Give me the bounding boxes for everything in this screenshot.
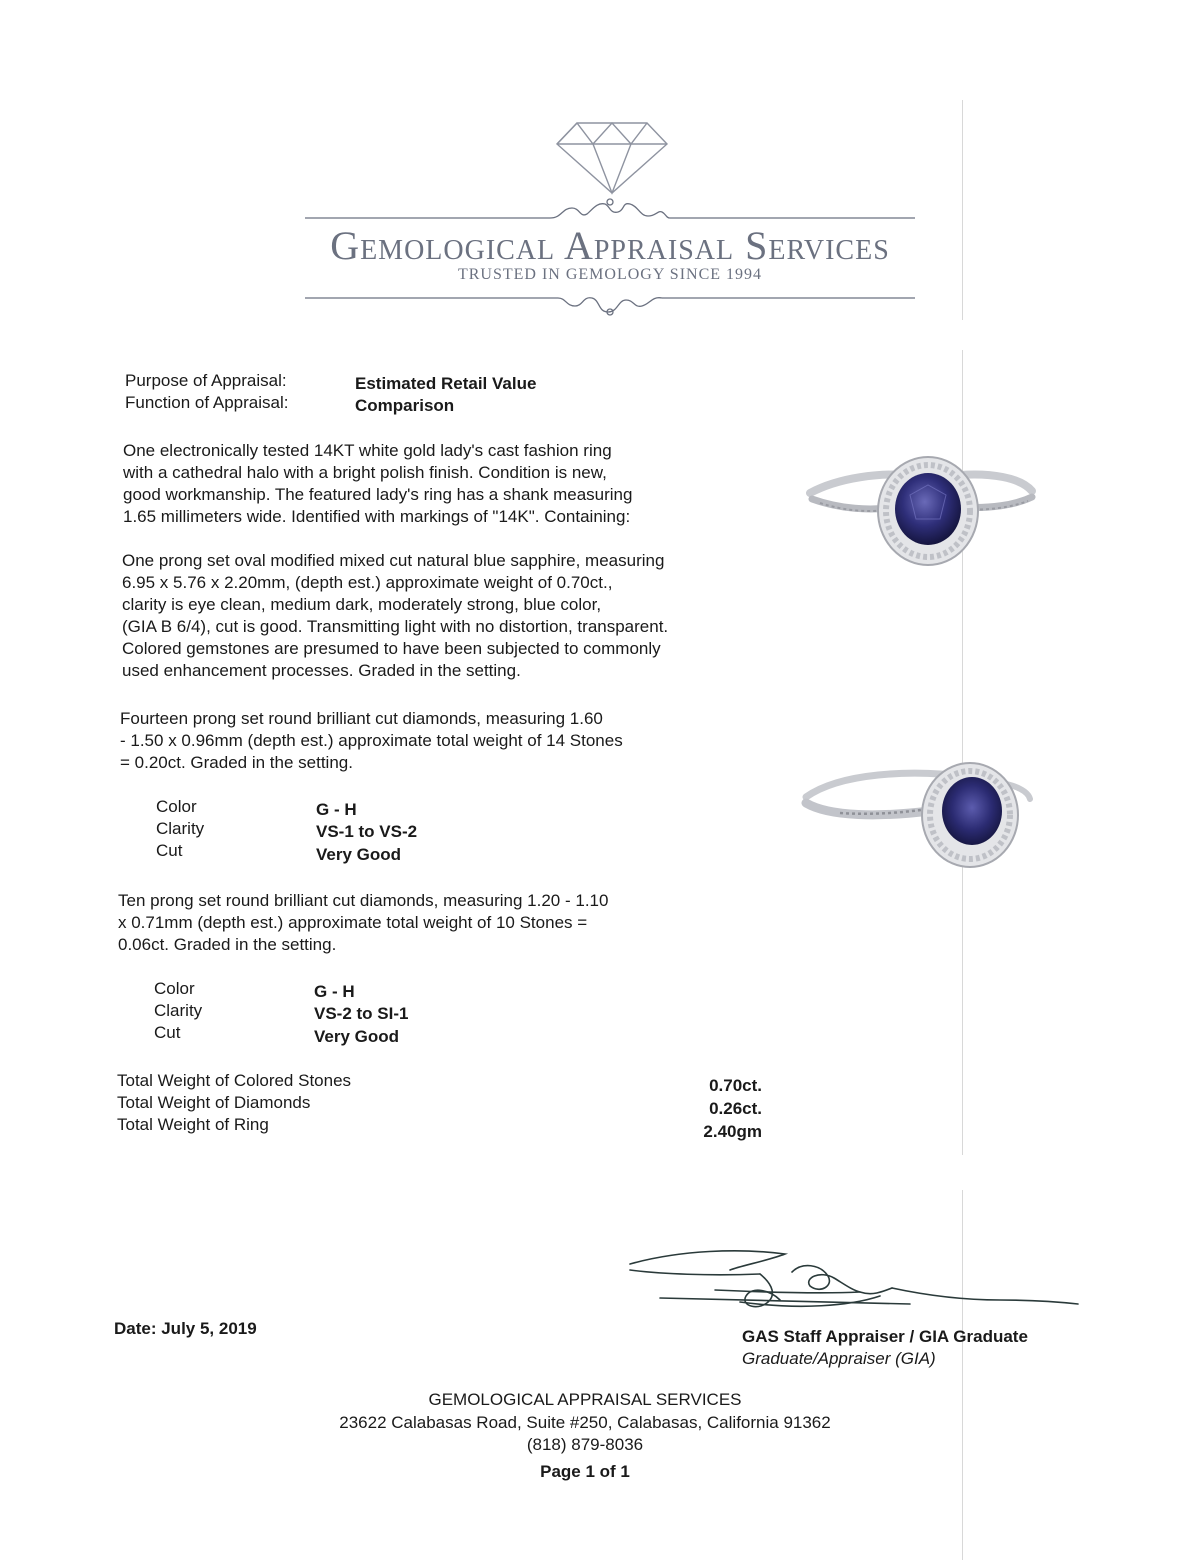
function-value: Comparison bbox=[355, 396, 455, 415]
footer-phone: (818) 879-8036 bbox=[526, 1435, 644, 1454]
page-number: Page 1 of 1 bbox=[540, 1462, 630, 1481]
grade-label: Color bbox=[156, 797, 197, 816]
text-line: = 0.20ct. Graded in the setting. bbox=[120, 753, 353, 772]
ornament-bottom bbox=[300, 288, 920, 318]
purpose-label: Purpose of Appraisal: bbox=[125, 371, 287, 390]
grade-value: VS-1 to VS-2 bbox=[316, 822, 418, 841]
grade-label: Cut bbox=[154, 1023, 181, 1042]
appraiser-subtitle: Graduate/Appraiser (GIA) bbox=[742, 1349, 936, 1368]
ring-description bbox=[123, 440, 632, 528]
text-line: Ten prong set round brilliant cut diamonds, measuring 1.20 - 1.10 bbox=[118, 891, 609, 910]
sapphire bbox=[895, 473, 961, 545]
text-line: - 1.50 x 0.96mm (depth est.) approximate total weight of 14 Stones bbox=[120, 731, 623, 750]
text-line: 1.65 millimeters wide. Identified with markings of "14K". Containing: bbox=[123, 507, 631, 526]
text-line: x 0.71mm (depth est.) approximate total weight of 10 Stones = bbox=[118, 913, 588, 932]
ring-photo-top-view bbox=[800, 455, 1040, 575]
footer-address: 23622 Calabasas Road, Suite #250, Calabasas, California 91362 bbox=[339, 1413, 831, 1432]
total-label: Total Weight of Ring bbox=[117, 1115, 269, 1134]
company-tagline: TRUSTED IN GEMOLOGY SINCE 1994 bbox=[457, 266, 763, 283]
total-value: 0.70ct. bbox=[709, 1076, 762, 1095]
function-label: Function of Appraisal: bbox=[125, 393, 289, 412]
text-line: used enhancement processes. Graded in the setting. bbox=[122, 661, 521, 680]
sapphire bbox=[942, 777, 1002, 845]
grade-label: Color bbox=[154, 979, 195, 998]
text-line: Colored gemstones are presumed to have been subjected to commonly bbox=[122, 639, 661, 658]
grade-value: G - H bbox=[316, 800, 357, 819]
text-line: 6.95 x 5.76 x 2.20mm, (depth est.) approximate weight of 0.70ct., bbox=[122, 573, 613, 592]
text-line: 0.06ct. Graded in the setting. bbox=[118, 935, 337, 954]
text-line: (GIA B 6/4), cut is good. Transmitting light with no distortion, transparent. bbox=[122, 617, 669, 636]
text-line: One electronically tested 14KT white gold lady's cast fashion ring bbox=[123, 441, 612, 460]
text-line: clarity is eye clean, medium dark, moderately strong, blue color, bbox=[122, 595, 602, 614]
grade-label: Cut bbox=[156, 841, 183, 860]
purpose-value: Estimated Retail Value bbox=[355, 374, 537, 393]
ring-photo-side-view bbox=[800, 755, 1040, 875]
appraisal-date: Date: July 5, 2019 bbox=[114, 1319, 257, 1338]
total-value: 0.26ct. bbox=[709, 1099, 762, 1118]
grade-value: G - H bbox=[314, 982, 355, 1001]
footer-company: GEMOLOGICAL APPRAISAL SERVICES bbox=[428, 1390, 742, 1409]
total-label: Total Weight of Diamonds bbox=[117, 1093, 311, 1112]
diamonds-10-description bbox=[118, 890, 608, 956]
diamonds-14-description bbox=[120, 708, 623, 774]
grade-label: Clarity bbox=[156, 819, 205, 838]
text-line: One prong set oval modified mixed cut natural blue sapphire, measuring bbox=[122, 551, 665, 570]
company-name: Gemological Appraisal Services bbox=[330, 223, 890, 268]
sapphire-description bbox=[122, 550, 668, 682]
grade-value: Very Good bbox=[316, 845, 402, 864]
grade-value: VS-2 to SI-1 bbox=[314, 1004, 409, 1023]
appraiser-title: GAS Staff Appraiser / GIA Graduate bbox=[742, 1327, 1028, 1346]
diamond-icon bbox=[555, 120, 669, 195]
total-label: Total Weight of Colored Stones bbox=[117, 1071, 352, 1090]
total-value: 2.40gm bbox=[703, 1122, 762, 1141]
grade-label: Clarity bbox=[154, 1001, 203, 1020]
text-line: Fourteen prong set round brilliant cut diamonds, measuring 1.60 bbox=[120, 709, 603, 728]
text-line: good workmanship. The featured lady's ring has a shank measuring bbox=[123, 485, 633, 504]
fold-line-top bbox=[962, 100, 963, 320]
grade-value: Very Good bbox=[314, 1027, 400, 1046]
signature bbox=[620, 1240, 1080, 1325]
text-line: with a cathedral halo with a bright polish finish. Condition is new, bbox=[123, 463, 607, 482]
